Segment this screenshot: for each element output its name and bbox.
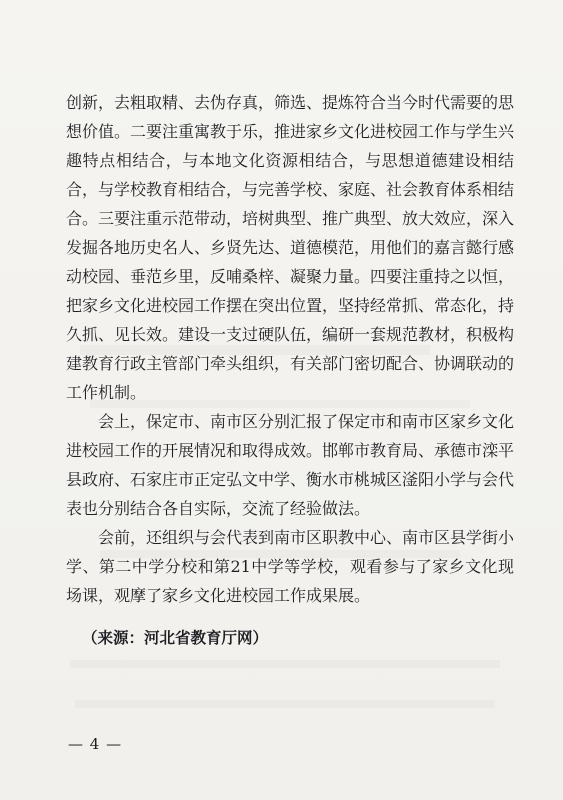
text-line: 会前，还组织与会代表到南市区职教中心、南市区县学街小 — [98, 528, 514, 547]
text-line: 建教育行政主管部门牵头组织，有关部门密切配合、协调联动的 — [66, 354, 514, 373]
text-line: 学、第二中学分校和第21中学等学校，观看参与了家乡文化现 — [66, 557, 514, 576]
paragraph-3 — [66, 523, 514, 610]
text-line: 合。三要注重示范带动，培树典型、推广典型、放大效应，深入 — [66, 209, 514, 228]
text-line: 工作机制。 — [66, 383, 147, 402]
source-citation: （来源：河北省教育厅网） — [82, 628, 269, 647]
text-line: 创新，去粗取精、去伪存真，筛选、提炼符合当今时代需要的思 — [66, 93, 514, 112]
text-line: 县政府、石家庄市正定弘文中学、衡水市桃城区滏阳小学与会代 — [66, 470, 514, 489]
page-number: — 4 — — [68, 735, 123, 753]
text-line: 表也分别结合各自实际，交流了经验做法。 — [66, 499, 371, 518]
text-line: 发掘各地历史名人、乡贤先达、道德模范，用他们的嘉言懿行感 — [66, 238, 514, 257]
text-line: 合，与学校教育相结合，与完善学校、家庭、社会教育体系相结 — [66, 180, 514, 199]
paragraph-2 — [66, 407, 514, 523]
text-line: 趣特点相结合，与本地文化资源相结合，与思想道德建设相结 — [66, 151, 514, 170]
text-line: 久抓、见长效。建设一支过硬队伍，编研一套规范教材，积极构 — [66, 325, 514, 344]
paragraph-1 — [66, 88, 514, 407]
text-line: 动校园、垂范乡里，反哺桑梓、凝聚力量。四要注重持之以恒， — [66, 267, 514, 286]
text-line: 把家乡文化进校园工作摆在突出位置，坚持经常抓、常态化，持 — [66, 296, 514, 315]
text-line: 会上，保定市、南市区分别汇报了保定市和南市区家乡文化 — [98, 412, 514, 431]
text-line: 场课，观摩了家乡文化进校园工作成果展。 — [66, 586, 371, 605]
text-line: 想价值。二要注重寓教于乐，推进家乡文化进校园工作与学生兴 — [66, 122, 514, 141]
body-text — [66, 88, 514, 610]
text-line: 进校园工作的开展情况和取得成效。邯郸市教育局、承德市滦平 — [66, 441, 514, 460]
